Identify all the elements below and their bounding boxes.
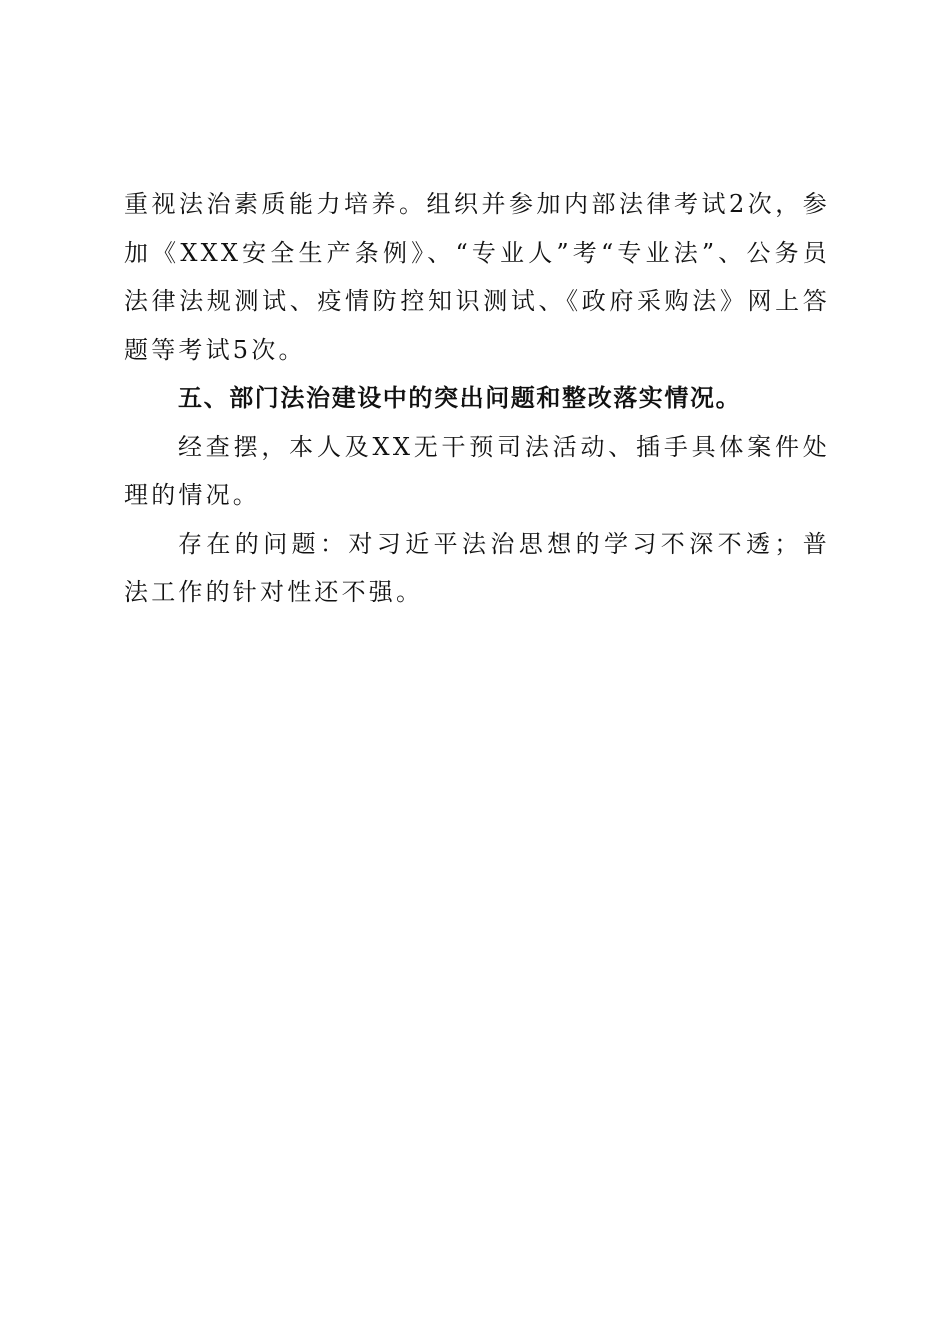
paragraph-inspection-result: 经查摆，本人及XX无干预司法活动、插手具体案件处理的情况。 <box>124 432 830 509</box>
paragraph-legal-training: 重视法治素质能力培养。组织并参加内部法律考试2次，参加《XXX安全生产条例》、“专业人”考“专业法”、公务员法律法规测试、疫情防控知识测试、《政府采购法》网上答题等考试5次。 <box>124 190 830 364</box>
section-heading-five: 五、部门法治建设中的突出问题和整改落实情况。 <box>178 384 742 412</box>
document-body <box>124 180 830 617</box>
paragraph-existing-problems: 存在的问题：对习近平法治思想的学习不深不透；普法工作的针对性还不强。 <box>124 529 830 606</box>
